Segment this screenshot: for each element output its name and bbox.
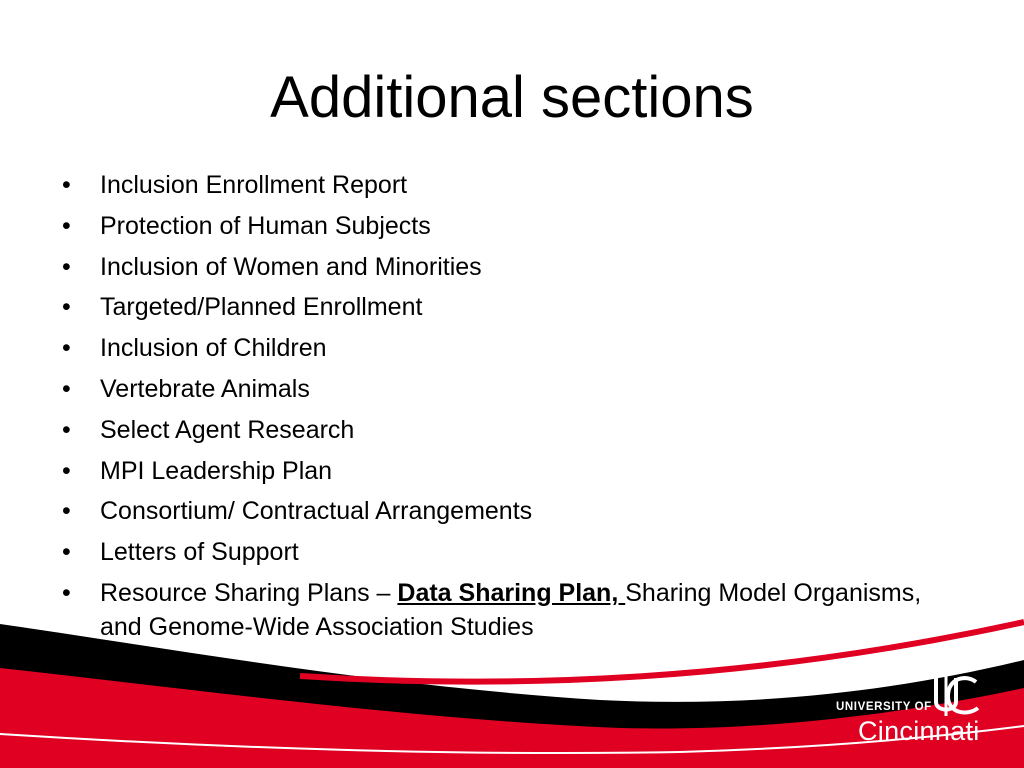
bullet-icon: • bbox=[62, 497, 71, 526]
list-item-text: Letters of Support bbox=[100, 538, 299, 567]
bullet-icon: • bbox=[62, 334, 71, 363]
bullet-icon: • bbox=[62, 538, 71, 567]
data-sharing-plan-link[interactable]: Data Sharing Plan, bbox=[397, 578, 626, 607]
list-item-text: Consortium/ Contractual Arrangements bbox=[100, 497, 533, 526]
slide-title: Additional sections bbox=[270, 65, 754, 130]
list-item-text: MPI Leadership Plan bbox=[100, 456, 333, 485]
uc-monogram-icon bbox=[926, 674, 984, 718]
bullet-icon: • bbox=[62, 415, 71, 444]
list-item-text: Targeted/Planned Enrollment bbox=[100, 293, 423, 322]
university-logo bbox=[836, 676, 996, 746]
logo-cincinnati: Cincinnati bbox=[858, 716, 980, 746]
bullet-icon: • bbox=[62, 252, 71, 281]
bullet-icon: • bbox=[62, 456, 71, 485]
list-item-text: Protection of Human Subjects bbox=[100, 211, 431, 240]
bullet-icon: • bbox=[62, 374, 71, 403]
list-item-text: Vertebrate Animals bbox=[100, 374, 310, 403]
logo-university-of: UNIVERSITY OF bbox=[836, 701, 932, 713]
bullet-icon: • bbox=[62, 171, 71, 199]
list-item-text: Inclusion Enrollment Report bbox=[100, 171, 408, 199]
bullet-icon: • bbox=[62, 211, 71, 240]
list-item-text: Inclusion of Children bbox=[100, 334, 327, 363]
bullet-icon: • bbox=[62, 578, 71, 607]
swoosh-red-accent bbox=[300, 622, 1024, 682]
list-item-text: Inclusion of Women and Minorities bbox=[100, 252, 482, 281]
list-item-suffix: Sharing Model Organisms, and Genome-Wide Association Studies bbox=[100, 578, 922, 641]
list-item-text: Select Agent Research bbox=[100, 415, 355, 444]
list-item-prefix: Resource Sharing Plans – bbox=[100, 578, 398, 607]
bullet-icon: • bbox=[62, 293, 71, 322]
